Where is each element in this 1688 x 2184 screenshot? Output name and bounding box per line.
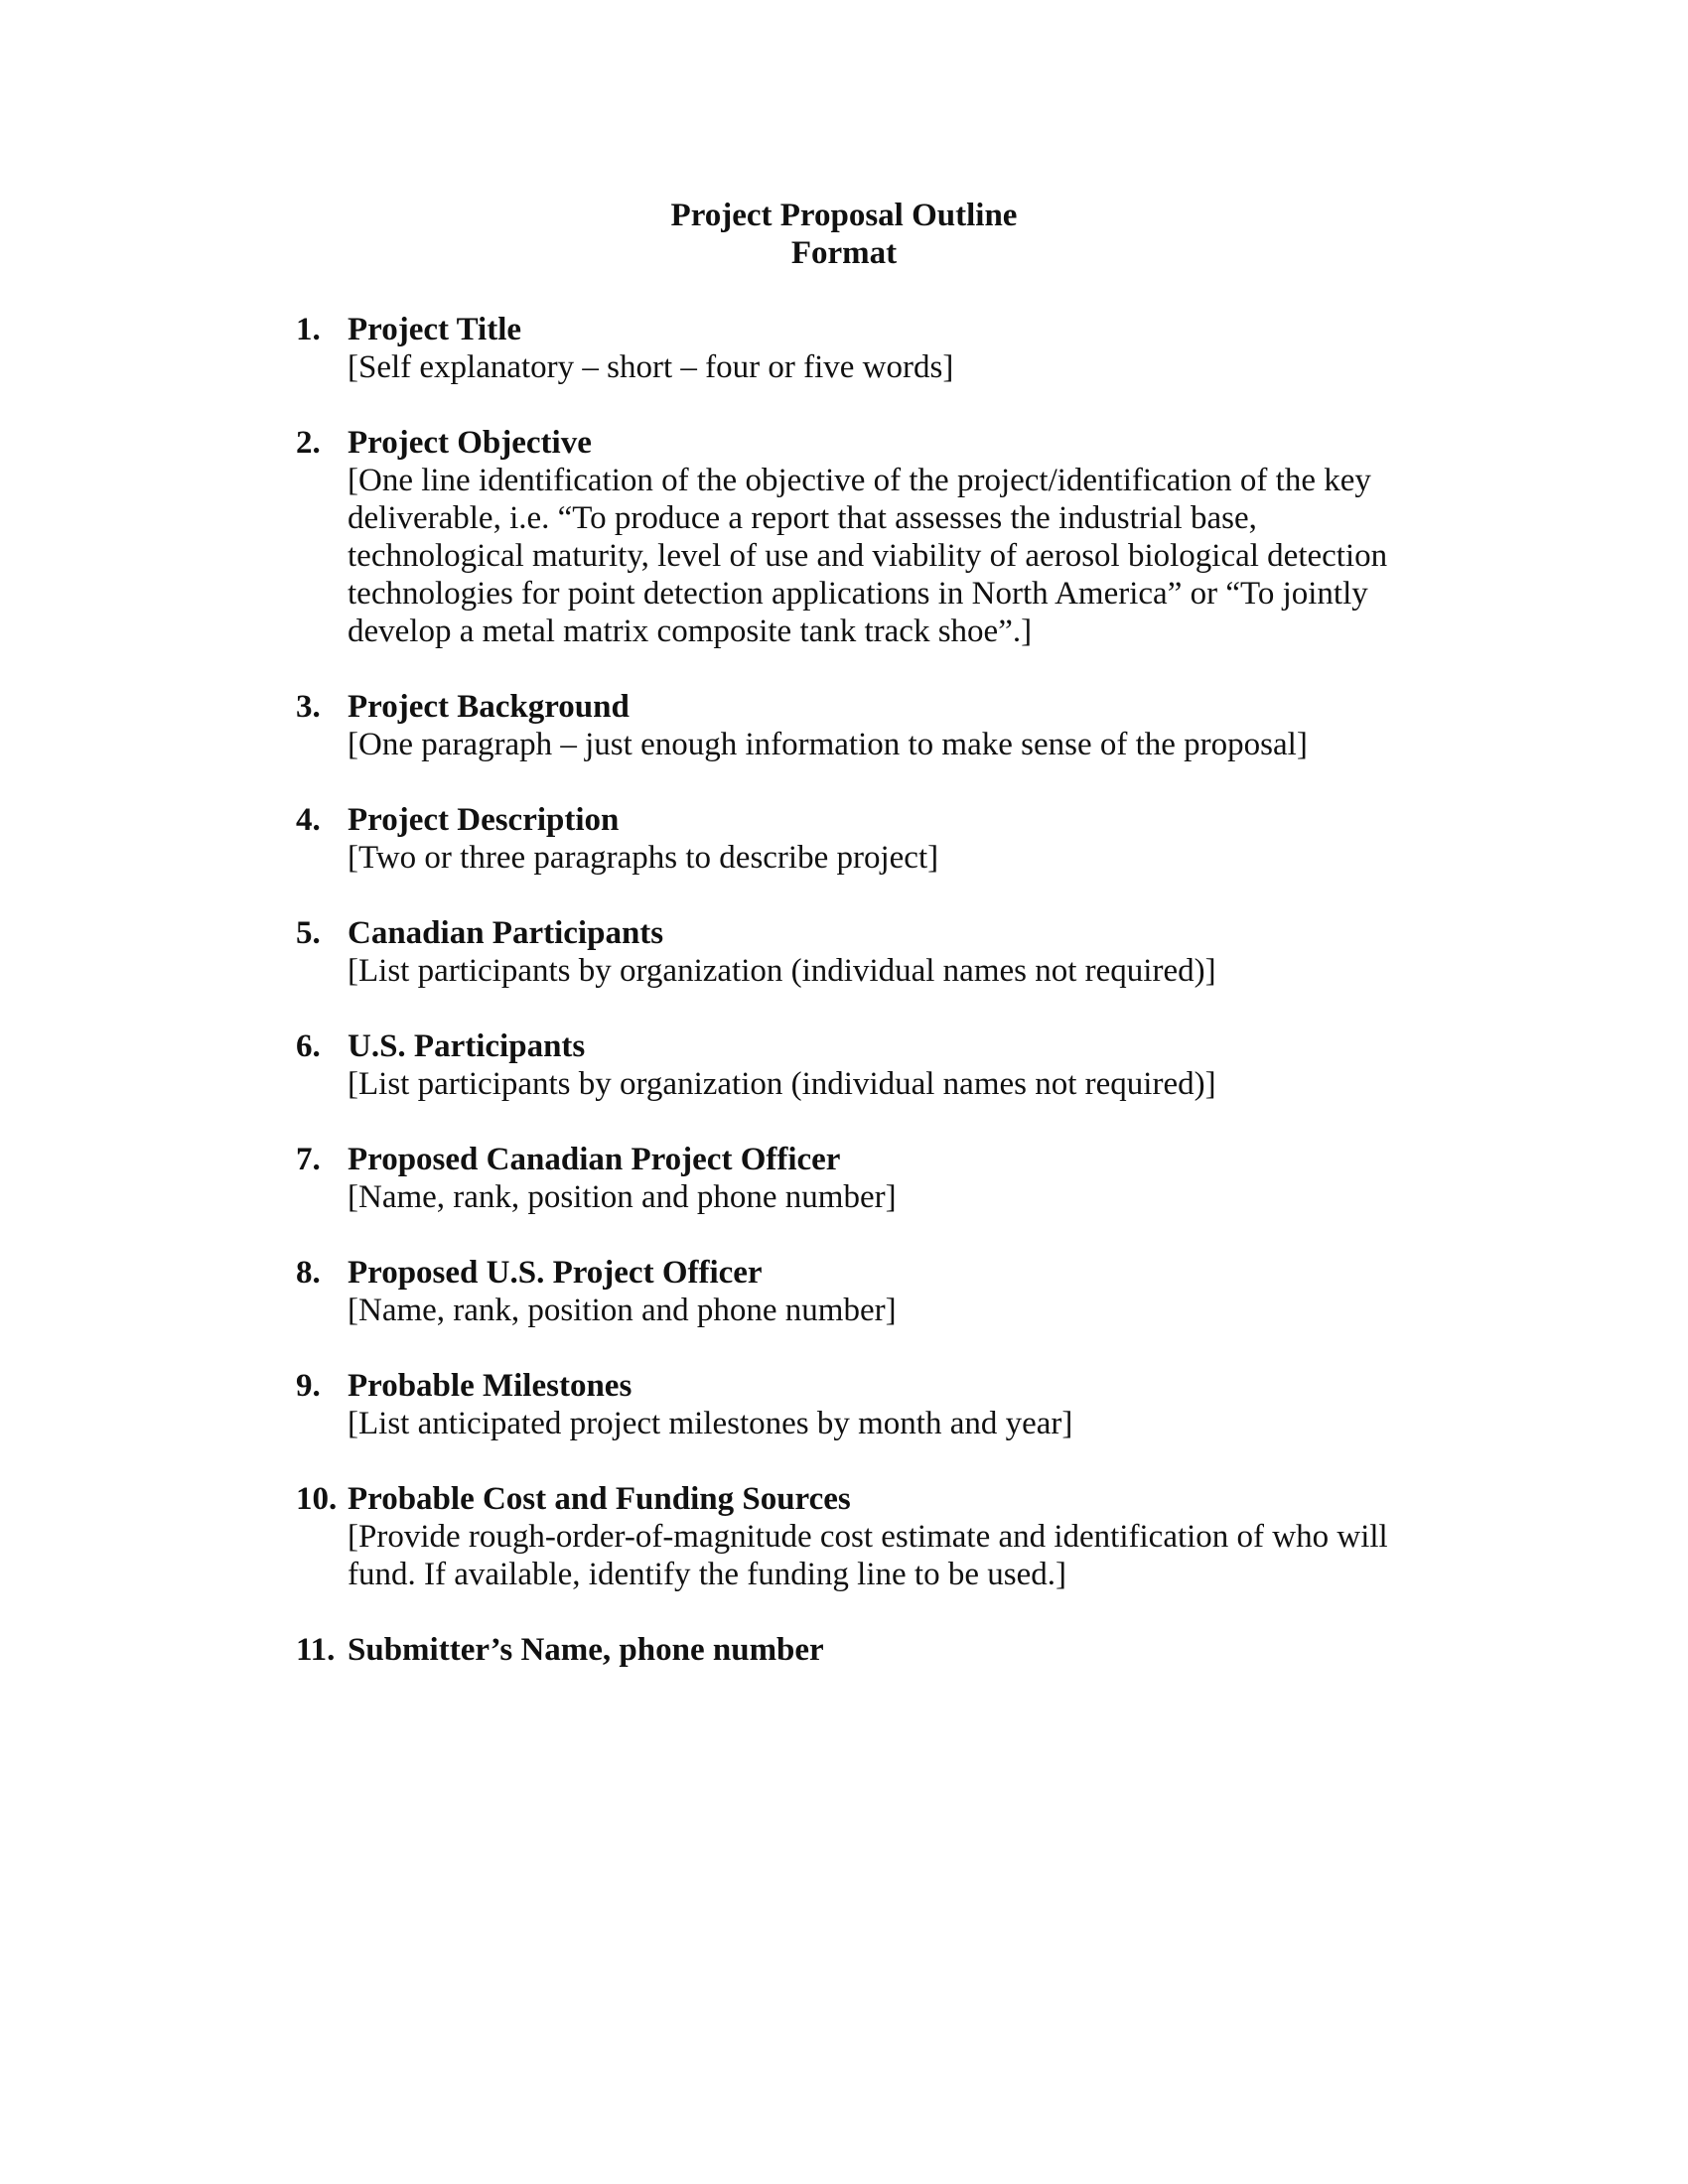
item-number: 3. [296,689,321,725]
document-subtitle: Format [790,235,898,271]
item-heading: Proposed U.S. Project Officer [348,1255,763,1291]
item-description: [Provide rough-order-of-magnitude cost estimate and identification of who will fund. If available, identify the funding line to be used.] [348,1519,1388,1592]
item-description: [List participants by organization (individual names not required)] [348,1066,1216,1102]
item-heading: Submitter’s Name, phone number [348,1632,824,1668]
item-number: 9. [296,1368,321,1404]
outline-item-canadian-project-officer [296,1141,1418,1216]
item-number: 1. [296,312,321,347]
item-description: [Name, rank, position and phone number] [348,1293,897,1328]
item-number: 8. [296,1255,321,1291]
item-number: 6. [296,1028,321,1064]
item-heading: Probable Cost and Funding Sources [348,1481,851,1517]
item-number: 5. [296,915,321,951]
outline-item-probable-milestones [296,1367,1418,1442]
item-description: [One paragraph – just enough information to make sense of the proposal] [348,727,1308,762]
item-number: 11. [296,1632,336,1668]
outline-item-project-title [296,311,1418,386]
item-heading: Project Background [348,689,630,725]
outline-list [296,311,1418,1706]
item-number: 2. [296,425,321,461]
outline-item-us-project-officer [296,1254,1418,1329]
document-title: Project Proposal Outline [670,198,1018,233]
item-description: [Name, rank, position and phone number] [348,1179,897,1215]
outline-item-submitter [296,1631,1418,1669]
outline-item-project-description [296,801,1418,877]
item-heading: Probable Milestones [348,1368,633,1404]
item-heading: Canadian Participants [348,915,664,951]
item-description: [Self explanatory – short – four or five words] [348,349,954,385]
item-heading: Proposed Canadian Project Officer [348,1142,841,1177]
item-heading: Project Description [348,802,620,838]
item-description: [List anticipated project milestones by month and year] [348,1406,1073,1441]
item-heading: Project Title [348,312,522,347]
item-heading: U.S. Participants [348,1028,586,1064]
item-number: 10. [296,1481,338,1517]
item-description: [Two or three paragraphs to describe project] [348,840,939,876]
item-description: [List participants by organization (individual names not required)] [348,953,1216,989]
item-number: 7. [296,1142,321,1177]
outline-item-canadian-participants [296,914,1418,990]
outline-item-cost-funding [296,1480,1418,1593]
outline-item-project-objective [296,424,1418,650]
title-block [0,197,1688,272]
outline-item-us-participants [296,1027,1418,1103]
item-description: [One line identification of the objective of the project/identification of the key deliverable, i.e. “To produce a report that assesses the industrial base, technological maturity, level of use and viability of aerosol biological detection technologies for point detection applications in North America” or “To jointly develop a metal matrix composite tank track shoe”.] [348,463,1388,649]
item-number: 4. [296,802,321,838]
item-heading: Project Objective [348,425,592,461]
outline-item-project-background [296,688,1418,763]
